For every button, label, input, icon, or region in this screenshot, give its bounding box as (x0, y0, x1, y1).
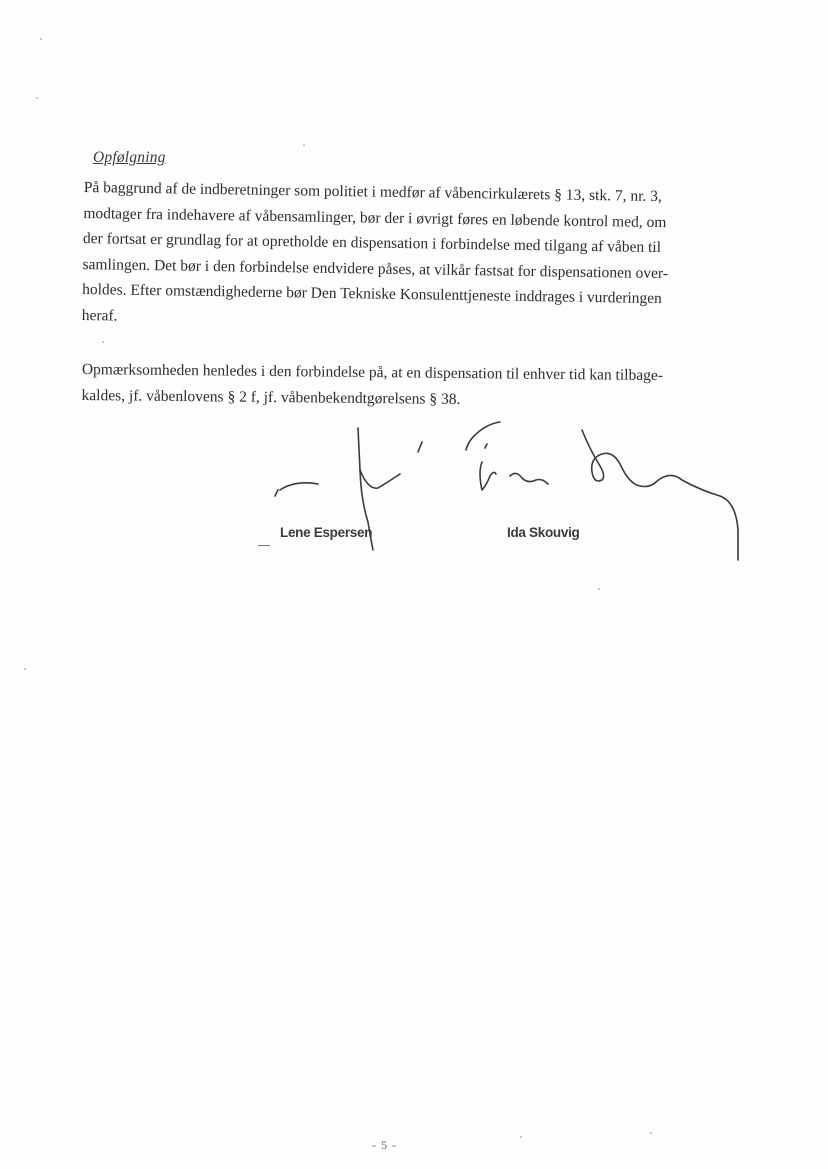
scan-speck (303, 144, 305, 146)
text-line: kaldes, jf. våbenlovens § 2 f, jf. våbenbekendtgørelsens § 38. (81, 386, 461, 408)
text-line: heraf. (81, 306, 118, 325)
paragraph-followup (82, 175, 774, 339)
text-line: samlingen. Det bør i den forbindelse endvidere påses, at vilkår fastsat for dispensationen over- (82, 255, 669, 282)
text-line: holdes. Efter omstændighederne bør Den Tekniske Konsulenttjeneste inddrages i vurderingen (82, 280, 663, 308)
text-line: På baggrund af de indberetninger som politiet i medfør af våbencirkulærets § 13, stk. 7, nr. 3, (83, 178, 662, 206)
scan-speck (24, 668, 26, 670)
paragraph-revocation (81, 357, 761, 415)
text-line: Opmærksomheden henledes i den forbindelse på, at en dispensation til enhver tid kan tilbage- (81, 360, 664, 385)
scan-mark (258, 545, 270, 546)
text-line: modtager fra indehavere af våbensamlinger, bør der i øvrigt føres en løbende kontrol med, om (83, 204, 667, 231)
handwritten-signature (260, 410, 760, 570)
page-number: - 5 - (372, 1138, 397, 1152)
scan-speck (40, 38, 42, 40)
text-line: der fortsat er grundlag for at opretholde en dispensation i forbindelse med tilgang af våben til (82, 229, 662, 257)
section-heading: Opfølgning (93, 149, 166, 166)
scan-speck (650, 1132, 652, 1134)
scan-speck (598, 588, 600, 590)
scan-speck (520, 1136, 522, 1138)
signer-name-2: Ida Skouvig (507, 525, 580, 540)
scan-speck (102, 341, 104, 343)
scan-speck (36, 97, 38, 99)
signer-name-1: Lene Espersen (280, 525, 373, 540)
